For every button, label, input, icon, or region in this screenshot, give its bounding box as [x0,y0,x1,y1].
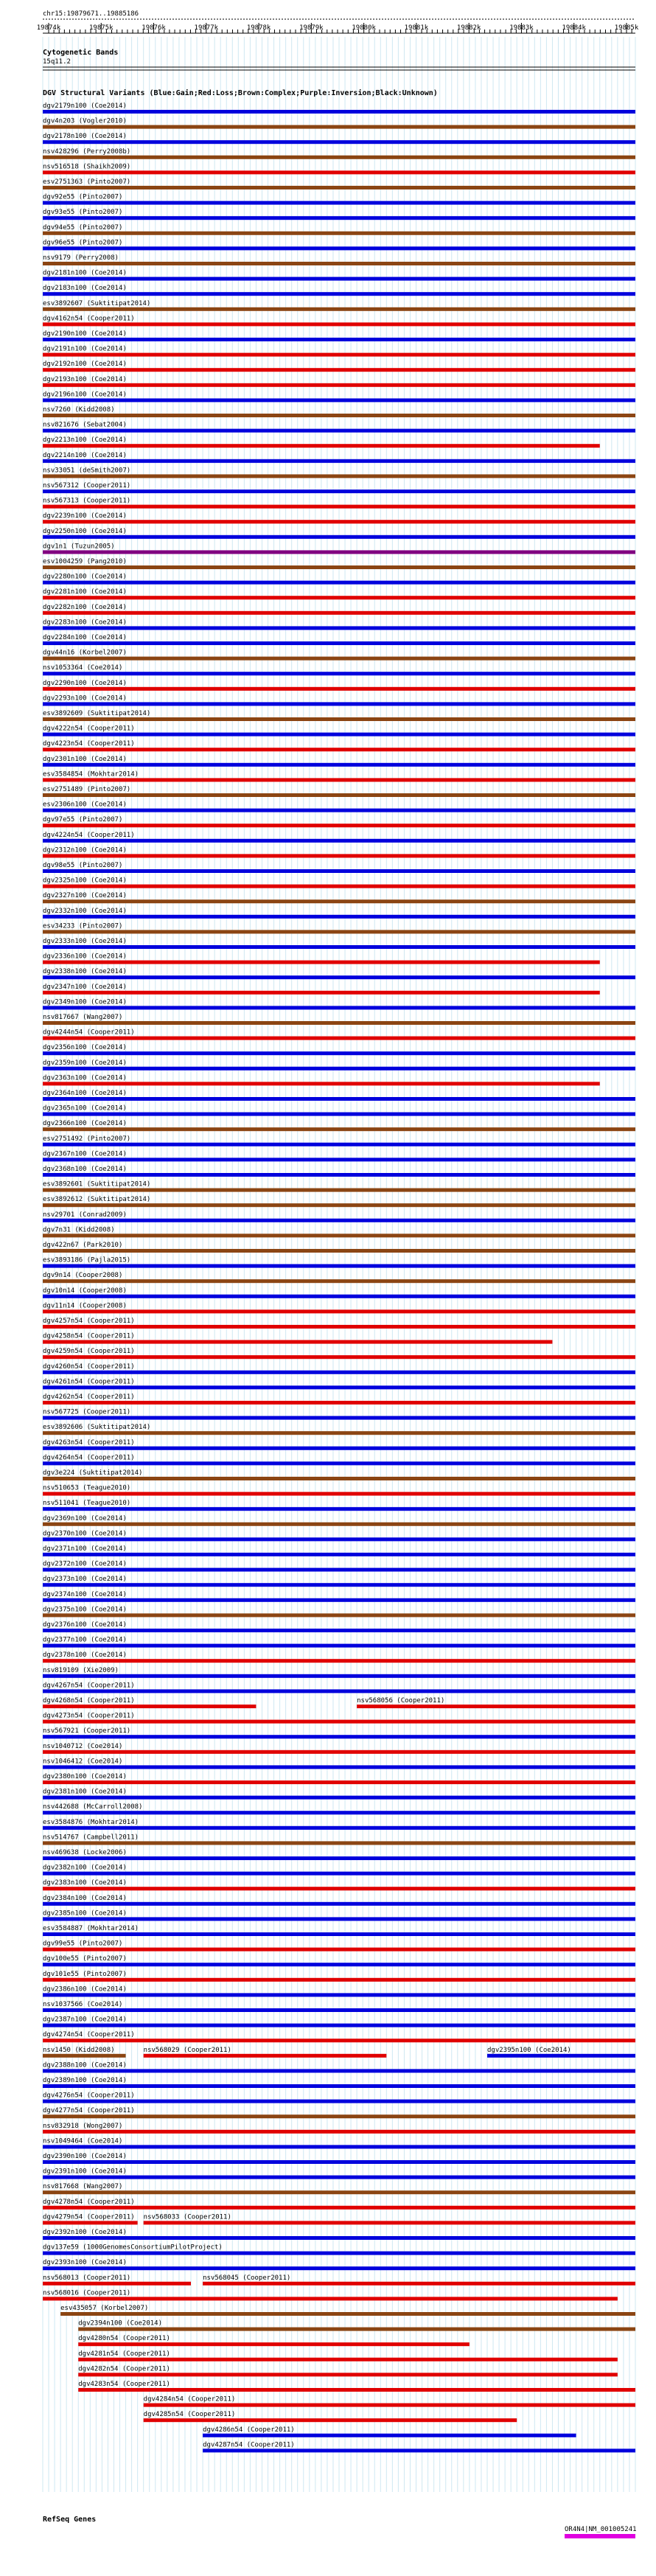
sv-label[interactable]: dgv2283n100 (Coe2014) [43,619,127,627]
sv-label[interactable]: dgv101e55 (Pinto2007) [43,1970,127,1978]
sv-label[interactable]: esv3892607 (Suktitipat2014) [43,299,151,307]
refseq-title: RefSeq Genes [43,2516,97,2524]
sv-label[interactable]: nsv1053364 (Coe2014) [43,664,123,672]
sv-label[interactable]: dgv2183n100 (Coe2014) [43,285,127,293]
sv-label[interactable]: dgv96e55 (Pinto2007) [43,239,123,247]
ruler-tick-label: 19875k [89,24,114,32]
sv-label[interactable]: dgv2387n100 (Coe2014) [43,2016,127,2024]
sv-label[interactable]: dgv4244n54 (Cooper2011) [43,1028,135,1037]
sv-label[interactable]: dgv2375n100 (Coe2014) [43,1606,127,1614]
sv-label[interactable]: dgv4258n54 (Cooper2011) [43,1332,135,1340]
sv-label[interactable]: nsv821676 (Sebat2004) [43,421,127,429]
ruler-tick-label: 19876k [142,24,166,32]
sv-label[interactable]: dgv2390n100 (Coe2014) [43,2153,127,2160]
ruler-tick-label: 19877k [194,24,219,32]
ruler-tick-label: 19878k [246,24,271,32]
sv-label[interactable]: esv2751492 (Pinto2007) [43,1135,131,1143]
sv-label[interactable]: dgv2374n100 (Coe2014) [43,1590,127,1598]
sv-label[interactable]: nsv510653 (Teague2010) [43,1484,131,1492]
sv-label[interactable]: dgv2366n100 (Coe2014) [43,1120,127,1128]
sv-label[interactable]: dgv4223n54 (Cooper2011) [43,740,135,748]
sv-label[interactable]: dgv2364n100 (Coe2014) [43,1090,127,1097]
sv-label[interactable]: dgv4276n54 (Cooper2011) [43,2092,135,2100]
sv-label[interactable]: dgv2365n100 (Coe2014) [43,1104,127,1113]
sv-label[interactable]: dgv3e224 (Suktitipat2014) [43,1469,143,1477]
refseq-gene-bar[interactable] [565,2534,635,2538]
sv-label[interactable]: dgv1n1 (Tuzun2005) [43,543,115,551]
sv-label[interactable]: dgv2370n100 (Coe2014) [43,1530,127,1538]
sv-label[interactable]: dgv2386n100 (Coe2014) [43,1985,127,1994]
sv-label[interactable]: dgv2178n100 (Coe2014) [43,133,127,141]
ruler-tick-label: 19874k [36,24,61,32]
sv-label[interactable]: dgv2394n100 (Coe2014) [78,2319,163,2328]
sv-label[interactable]: dgv4260n54 (Cooper2011) [43,1362,135,1371]
sv-label[interactable]: dgv2356n100 (Coe2014) [43,1044,127,1052]
sv-label[interactable]: dgv4273n54 (Cooper2011) [43,1712,135,1720]
sv-label[interactable]: dgv2196n100 (Coe2014) [43,391,127,399]
sv-label[interactable]: dgv2301n100 (Coe2014) [43,755,127,763]
sv-label[interactable]: dgv2359n100 (Coe2014) [43,1059,127,1067]
sv-label[interactable]: dgv2336n100 (Coe2014) [43,953,127,961]
sv-label[interactable]: dgv2325n100 (Coe2014) [43,877,127,885]
sv-label[interactable]: esv1004259 (Pang2010) [43,558,127,565]
sv-label[interactable]: dgv2372n100 (Coe2014) [43,1560,127,1568]
sv-label[interactable]: dgv2181n100 (Coe2014) [43,269,127,277]
sv-label[interactable]: nsv832918 (Wong2007) [43,2122,123,2130]
sv-label[interactable]: dgv2239n100 (Coe2014) [43,512,127,521]
sv-label[interactable]: nsv817667 (Wang2007) [43,1014,123,1021]
sv-label[interactable]: esv2751363 (Pinto2007) [43,178,131,186]
sv-label[interactable]: nsv9179 (Perry2008) [43,254,119,262]
ruler-tick-label: 19880k [352,24,376,32]
sv-label[interactable]: nsv568056 (Cooper2011) [357,1697,445,1705]
sv-label[interactable]: esv3584854 (Mokhtar2014) [43,770,139,779]
sv-label[interactable]: dgv4268n54 (Cooper2011) [43,1697,135,1705]
sv-label[interactable]: dgv4287n54 (Cooper2011) [203,2441,295,2449]
sv-label[interactable]: dgv4278n54 (Cooper2011) [43,2198,135,2206]
sv-label[interactable]: dgv2371n100 (Coe2014) [43,1545,127,1553]
sv-label[interactable]: dgv2327n100 (Coe2014) [43,892,127,900]
sv-label[interactable]: nsv567313 (Cooper2011) [43,497,131,505]
sv-label[interactable]: dgv2393n100 (Coe2014) [43,2259,127,2267]
sv-label[interactable]: dgv4283n54 (Cooper2011) [78,2381,170,2388]
sv-label[interactable]: dgv2395n100 (Coe2014) [487,2046,571,2054]
sv-label[interactable]: dgv4261n54 (Cooper2011) [43,1378,135,1386]
sv-label[interactable]: dgv2367n100 (Coe2014) [43,1150,127,1158]
sv-label[interactable]: dgv4222n54 (Cooper2011) [43,725,135,733]
sv-label[interactable]: dgv2377n100 (Coe2014) [43,1636,127,1644]
sv-label[interactable]: nsv442688 (McCarroll2008) [43,1803,143,1811]
sv-label[interactable]: nsv568016 (Cooper2011) [43,2289,131,2297]
sv-label[interactable]: dgv2333n100 (Coe2014) [43,938,127,945]
sv-label[interactable]: dgv4286n54 (Cooper2011) [203,2426,295,2434]
sv-label[interactable]: dgv10n14 (Cooper2008) [43,1287,127,1295]
sv-label[interactable]: nsv469638 (Locke2006) [43,1849,127,1856]
sv-label[interactable]: dgv2382n100 (Coe2014) [43,1864,127,1872]
sv-label[interactable]: dgv44n16 (Korbel2007) [43,649,127,657]
sv-label[interactable]: esv2306n100 (Coe2014) [43,801,127,809]
sv-label[interactable]: dgv94e55 (Pinto2007) [43,223,123,232]
sv-label[interactable]: dgv2376n100 (Coe2014) [43,1621,127,1629]
sv-label[interactable]: dgv4264n54 (Cooper2011) [43,1454,135,1462]
sv-label[interactable]: dgv2190n100 (Coe2014) [43,330,127,338]
sv-label[interactable]: dgv2369n100 (Coe2014) [43,1514,127,1522]
sv-label[interactable]: dgv4267n54 (Cooper2011) [43,1682,135,1690]
sv-label[interactable]: dgv2389n100 (Coe2014) [43,2077,127,2084]
sv-label[interactable]: nsv511041 (Teague2010) [43,1500,131,1508]
sv-label[interactable]: dgv2349n100 (Coe2014) [43,998,127,1006]
sv-label[interactable]: nsv33051 (deSmith2007) [43,467,131,475]
cytoband-title: Cytogenetic Bands [43,49,119,57]
sv-label[interactable]: nsv819109 (Xie2009) [43,1666,119,1674]
cytoband-label: 15q11.2 [43,58,71,66]
refseq-gene-label[interactable]: OR4N4|NM_001005241 [565,2526,637,2533]
sv-label[interactable]: dgv4257n54 (Cooper2011) [43,1317,135,1325]
sv-label[interactable]: dgv2281n100 (Coe2014) [43,588,127,596]
sv-label[interactable]: dgv2280n100 (Coe2014) [43,573,127,581]
sv-label[interactable]: nsv817668 (Wang2007) [43,2183,123,2191]
position-label: chr15:19879671..19885186 [43,10,139,18]
sv-label[interactable]: esv435057 (Korbel2007) [60,2305,149,2312]
sv-label[interactable]: nsv1450 (Kidd2008) [43,2046,115,2054]
sv-label[interactable]: dgv2312n100 (Coe2014) [43,846,127,854]
sv-label[interactable]: dgv2193n100 (Coe2014) [43,375,127,383]
sv-label[interactable]: dgv2385n100 (Coe2014) [43,1910,127,1918]
sv-label[interactable]: nsv567725 (Cooper2011) [43,1408,131,1416]
sv-label[interactable]: dgv98e55 (Pinto2007) [43,862,123,869]
sv-label[interactable]: dgv4285n54 (Cooper2011) [143,2411,236,2419]
dgv-title: DGV Structural Variants (Blue:Gain;Red:Loss;Brown:Complex;Purple:Inversion;Black:Unknown) [43,89,438,97]
sv-label[interactable]: dgv99e55 (Pinto2007) [43,1940,123,1948]
sv-label[interactable]: dgv2373n100 (Coe2014) [43,1576,127,1584]
sv-label[interactable]: nsv1040712 (Coe2014) [43,1742,123,1750]
sv-label[interactable]: dgv4281n54 (Cooper2011) [78,2350,170,2358]
sv-label[interactable]: dgv4224n54 (Cooper2011) [43,831,135,839]
sv-label[interactable]: nsv29701 (Conrad2009) [43,1211,127,1219]
sv-label[interactable]: dgv93e55 (Pinto2007) [43,209,123,217]
sv-label[interactable]: nsv514767 (Campbell2011) [43,1834,139,1842]
sv-label[interactable]: esv3892601 (Suktitipat2014) [43,1180,151,1188]
sv-label[interactable]: dgv9n14 (Cooper2008) [43,1272,123,1280]
sv-label[interactable]: dgv2282n100 (Coe2014) [43,603,127,611]
sv-label[interactable]: nsv428296 (Perry2008b) [43,147,131,156]
sv-label[interactable]: dgv2290n100 (Coe2014) [43,679,127,687]
sv-label[interactable]: dgv2293n100 (Coe2014) [43,695,127,703]
sv-label[interactable]: dgv97e55 (Pinto2007) [43,816,123,824]
sv-label[interactable]: dgv137e59 (1000GenomesConsortiumPilotProject) [43,2243,223,2252]
sv-label[interactable]: esv3893186 (Pajla2015) [43,1256,131,1264]
ruler-tick-label: 19883k [509,24,534,32]
sv-label[interactable]: dgv2384n100 (Coe2014) [43,1894,127,1902]
sv-label[interactable]: nsv1037566 (Coe2014) [43,2001,123,2008]
sv-label[interactable]: dgv4274n54 (Cooper2011) [43,2031,135,2039]
sv-label[interactable]: dgv2363n100 (Coe2014) [43,1074,127,1082]
sv-label[interactable]: nsv568045 (Cooper2011) [203,2274,291,2282]
sv-label[interactable]: nsv568029 (Cooper2011) [143,2046,231,2054]
sv-label[interactable]: esv3892612 (Suktitipat2014) [43,1196,151,1204]
sv-label[interactable]: dgv2383n100 (Coe2014) [43,1879,127,1887]
sv-label[interactable]: dgv100e55 (Pinto2007) [43,1955,127,1963]
sv-label[interactable]: dgv2192n100 (Coe2014) [43,361,127,369]
sv-label[interactable]: dgv11n14 (Cooper2008) [43,1302,127,1310]
sv-label[interactable]: esv3892606 (Suktitipat2014) [43,1424,151,1432]
sv-label[interactable]: dgv2378n100 (Coe2014) [43,1651,127,1660]
sv-label[interactable]: dgv2338n100 (Coe2014) [43,968,127,976]
sv-label[interactable]: esv3584887 (Mokhtar2014) [43,1925,139,1932]
sv-label[interactable]: dgv7n31 (Kidd2008) [43,1226,115,1234]
sv-label[interactable]: esv3892609 (Suktitipat2014) [43,710,151,717]
sv-label[interactable]: dgv2191n100 (Coe2014) [43,345,127,353]
sv-label[interactable]: nsv568013 (Cooper2011) [43,2274,131,2282]
sv-label[interactable]: dgv4259n54 (Cooper2011) [43,1348,135,1356]
sv-label[interactable]: dgv4263n54 (Cooper2011) [43,1438,135,1447]
sv-label[interactable]: dgv2368n100 (Coe2014) [43,1166,127,1173]
sv-label[interactable]: nsv567921 (Cooper2011) [43,1727,131,1736]
sv-label[interactable]: nsv567312 (Cooper2011) [43,482,131,490]
sv-label[interactable]: dgv2214n100 (Coe2014) [43,451,127,459]
sv-label[interactable]: dgv2381n100 (Coe2014) [43,1788,127,1796]
sv-label[interactable]: dgv4277n54 (Cooper2011) [43,2107,135,2115]
sv-label[interactable]: dgv2391n100 (Coe2014) [43,2168,127,2176]
sv-label[interactable]: dgv2213n100 (Coe2014) [43,436,127,445]
sv-label[interactable]: dgv4262n54 (Cooper2011) [43,1393,135,1401]
ruler-tick-label: 19881k [404,24,429,32]
sv-label[interactable]: dgv2392n100 (Coe2014) [43,2229,127,2236]
sv-label[interactable]: dgv2250n100 (Coe2014) [43,527,127,535]
sv-label[interactable]: nsv516518 (Shaikh2009) [43,163,131,171]
sv-label[interactable]: dgv422n67 (Park2010) [43,1242,123,1249]
ruler-tick-label: 19882k [456,24,481,32]
sv-label[interactable]: nsv1046412 (Coe2014) [43,1758,123,1766]
sv-label[interactable]: dgv4284n54 (Cooper2011) [143,2395,236,2403]
sv-label[interactable]: nsv568033 (Cooper2011) [143,2213,231,2221]
sv-label[interactable]: dgv4n203 (Vogler2010) [43,117,127,125]
sv-label[interactable]: nsv1049464 (Coe2014) [43,2137,123,2145]
sv-label[interactable]: dgv2284n100 (Coe2014) [43,634,127,641]
sv-label[interactable]: dgv4280n54 (Cooper2011) [78,2335,170,2343]
sv-label[interactable]: dgv4282n54 (Cooper2011) [78,2365,170,2373]
ruler-tick-label: 19885k [614,24,639,32]
sv-label[interactable]: dgv2380n100 (Coe2014) [43,1773,127,1780]
sv-label[interactable]: esv3584876 (Mokhtar2014) [43,1818,139,1826]
sv-label[interactable]: dgv2332n100 (Coe2014) [43,907,127,915]
sv-label[interactable]: dgv2388n100 (Coe2014) [43,2061,127,2069]
ruler-tick-label: 19884k [562,24,586,32]
sv-label[interactable]: dgv92e55 (Pinto2007) [43,193,123,201]
sv-label[interactable]: dgv2179n100 (Coe2014) [43,102,127,110]
sv-label[interactable]: esv2751489 (Pinto2007) [43,786,131,793]
sv-label[interactable]: dgv4279n54 (Cooper2011) [43,2213,135,2221]
ruler-tick-label: 19879k [299,24,324,32]
sv-label[interactable]: nsv7260 (Kidd2008) [43,406,115,414]
sv-label[interactable]: esv34233 (Pinto2007) [43,922,123,930]
sv-label[interactable]: dgv4162n54 (Cooper2011) [43,315,135,323]
sv-label[interactable]: dgv2347n100 (Coe2014) [43,983,127,991]
